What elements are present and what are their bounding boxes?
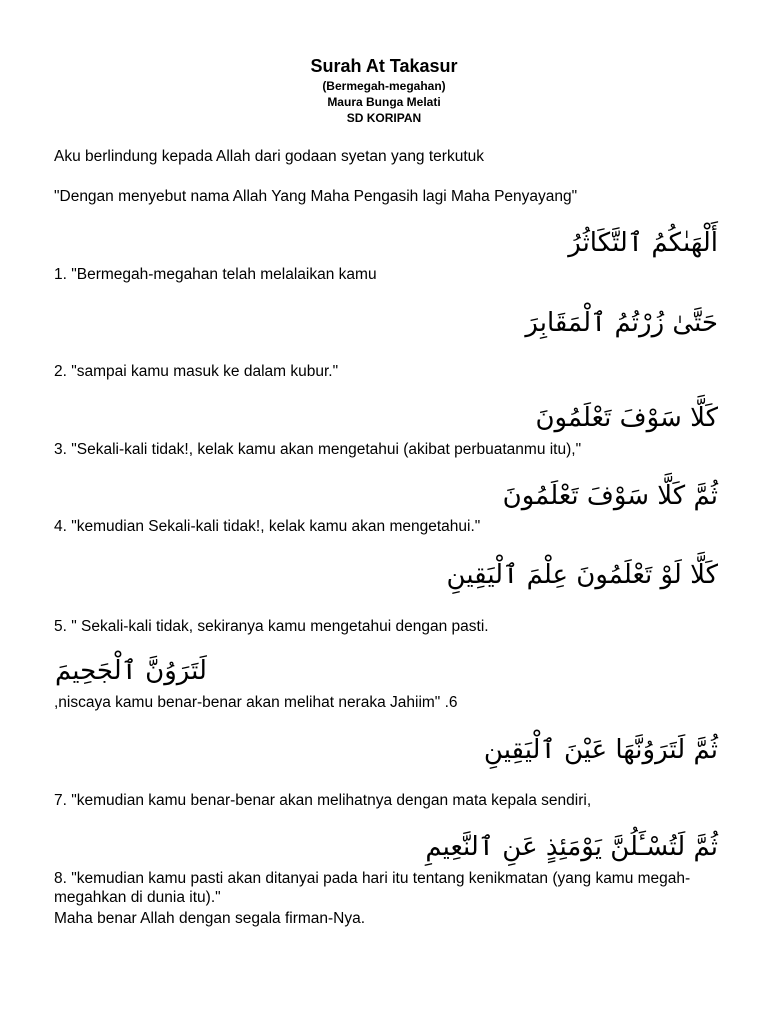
verse-6-arabic: لَتَرَوُنَّ ٱلْجَحِيمَ: [55, 656, 207, 686]
closing-text: Maha benar Allah dengan segala firman-Nya.: [54, 910, 366, 927]
verse-5-arabic: كَلَّا لَوْ تَعْلَمُونَ عِلْمَ ٱلْيَقِينِ: [446, 560, 718, 590]
basmalah-text: "Dengan menyebut nama Allah Yang Maha Pengasih lagi Maha Penyayang": [54, 188, 578, 205]
verse-2-arabic: حَتَّىٰ زُرْتُمُ ٱلْمَقَابِرَ: [525, 308, 718, 338]
school-name: SD KORIPAN: [346, 111, 422, 125]
document-subtitle: (Bermegah-megahan): [322, 79, 446, 93]
verse-4-translation: 4. "kemudian Sekali-kali tidak!, kelak kamu akan mengetahui.": [54, 518, 481, 535]
verse-4-arabic: ثُمَّ كَلَّا سَوْفَ تَعْلَمُونَ: [502, 481, 718, 511]
verse-5-translation: 5. " Sekali-kali tidak, sekiranya kamu mengetahui dengan pasti.: [54, 618, 489, 635]
verse-8-arabic: ثُمَّ لَتُسْـَٔلُنَّ يَوْمَئِذٍ عَنِ ٱلنَّعِيمِ: [425, 832, 718, 862]
document-title: Surah At Takasur: [310, 56, 458, 76]
verse-3-translation: 3. "Sekali-kali tidak!, kelak kamu akan mengetahui (akibat perbuatanmu itu),": [54, 441, 582, 458]
verse-8-translation: 8. "kemudian kamu pasti akan ditanyai pada hari itu tentang kenikmatan (yang kamu megah-megahkan di dunia itu).": [54, 870, 691, 906]
author-name: Maura Bunga Melati: [327, 95, 441, 109]
taawudz-text: Aku berlindung kepada Allah dari godaan syetan yang terkutuk: [54, 148, 484, 165]
verse-3-arabic: كَلَّا سَوْفَ تَعْلَمُونَ: [535, 403, 718, 433]
verse-1-arabic: أَلْهَىٰكُمُ ٱلتَّكَاثُرُ: [568, 228, 718, 258]
verse-2-translation: 2. "sampai kamu masuk ke dalam kubur.": [54, 363, 339, 380]
verse-6-translation: ,niscaya kamu benar-benar akan melihat neraka Jahiim" .6: [54, 694, 458, 711]
verse-1-translation: 1. "Bermegah-megahan telah melalaikan kamu: [54, 266, 377, 283]
verse-7-arabic: ثُمَّ لَتَرَوُنَّهَا عَيْنَ ٱلْيَقِينِ: [483, 735, 718, 765]
verse-7-translation: 7. "kemudian kamu benar-benar akan melihatnya dengan mata kepala sendiri,: [54, 792, 592, 809]
